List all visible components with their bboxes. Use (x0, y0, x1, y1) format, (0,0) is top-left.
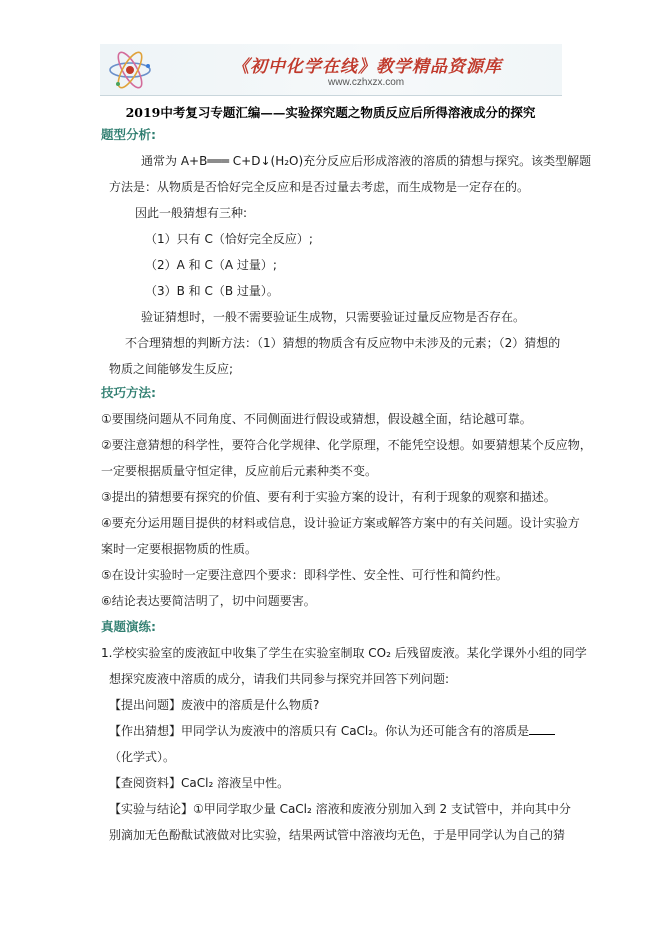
question-line: 【提出问题】废液中的溶质是什么物质? (109, 698, 320, 712)
question-line (109, 723, 555, 739)
paragraph-line: 通常为 A+B═══ C+D↓(H₂O)充分反应后形成溶液的溶质的猜想与探究。该类型解题 (141, 154, 592, 168)
banner-url: www.czhxzx.com (328, 77, 405, 88)
answer-blank[interactable] (529, 724, 555, 735)
banner-title: 《初中化学在线》教学精品资源库 (232, 57, 502, 77)
question-line: （化学式）。 (109, 750, 176, 764)
tip-item: ⑤在设计实验时一定要注意四个要求：即科学性、安全性、可行性和简约性。 (101, 568, 508, 582)
section-heading-type: 题型分析: (101, 127, 156, 142)
question-line: 【查阅资料】CaCl₂ 溶液呈中性。 (109, 776, 290, 790)
paragraph-line: 验证猜想时，一般不需要验证生成物，只需要验证过量反应物是否存在。 (141, 310, 526, 324)
paragraph-line: 不合理猜想的判断方法：（1）猜想的物质含有反应物中未涉及的元素；（2）猜想的 (125, 336, 561, 350)
guess-item: （2）A 和 C（A 过量）; (145, 258, 277, 272)
tip-item: ①要围绕问题从不同角度、不同侧面进行假设或猜想，假设越全面，结论越可靠。 (101, 412, 532, 426)
question-text: 【作出猜想】甲同学认为废液中的溶质只有 CaCl₂。你认为还可能含有的溶质是 (109, 724, 530, 738)
question-line: 【实验与结论】①甲同学取少量 CaCl₂ 溶液和废液分别加入到 2 支试管中，并向其中分 (109, 802, 571, 816)
paragraph-line: 因此一般猜想有三种: (135, 206, 248, 220)
tip-item: ④要充分运用题目提供的材料或信息，设计验证方案或解答方案中的有关问题。设计实验方 (101, 516, 580, 530)
paragraph-line: 物质之间能够发生反应; (109, 362, 234, 376)
guess-item: （3）B 和 C（B 过量）。 (145, 284, 279, 298)
question-line: 别滴加无色酚酞试液做对比实验，结果两试管中溶液均无色，于是甲同学认为自己的猜 (109, 828, 566, 842)
tip-item: 案时一定要根据物质的性质。 (101, 542, 258, 556)
guess-item: （1）只有 C（恰好完全反应）; (145, 232, 313, 246)
tip-item: ②要注意猜想的科学性，要符合化学规律、化学原理，不能凭空设想。如要猜想某个反应物， (101, 438, 592, 452)
tip-item: ⑥结论表达要简洁明了，切中问题要害。 (101, 594, 316, 608)
section-heading-tips: 技巧方法: (101, 385, 156, 400)
question-line: 1.学校实验室的废液缸中收集了学生在实验室制取 CO₂ 后残留废液。某化学课外小组的同学 (101, 646, 587, 660)
question-line: 想探究废液中溶质的成分，请我们共同参与探究并回答下列问题: (109, 672, 450, 686)
tip-item: 一定要根据质量守恒定律，反应前后元素种类不变。 (101, 464, 378, 478)
paragraph-line: 方法是：从物质是否恰好完全反应和是否过量去考虑，而生成物是一定存在的。 (109, 180, 530, 194)
header-banner (100, 44, 562, 96)
atom-logo-icon (106, 46, 154, 94)
document-title: 2019中考复习专题汇编——实验探究题之物质反应后所得溶液成分的探究 (125, 105, 536, 120)
section-heading-real: 真题演练: (101, 619, 156, 634)
tip-item: ③提出的猜想要有探究的价值、要有利于实验方案的设计，有利于现象的观察和描述。 (101, 490, 556, 504)
